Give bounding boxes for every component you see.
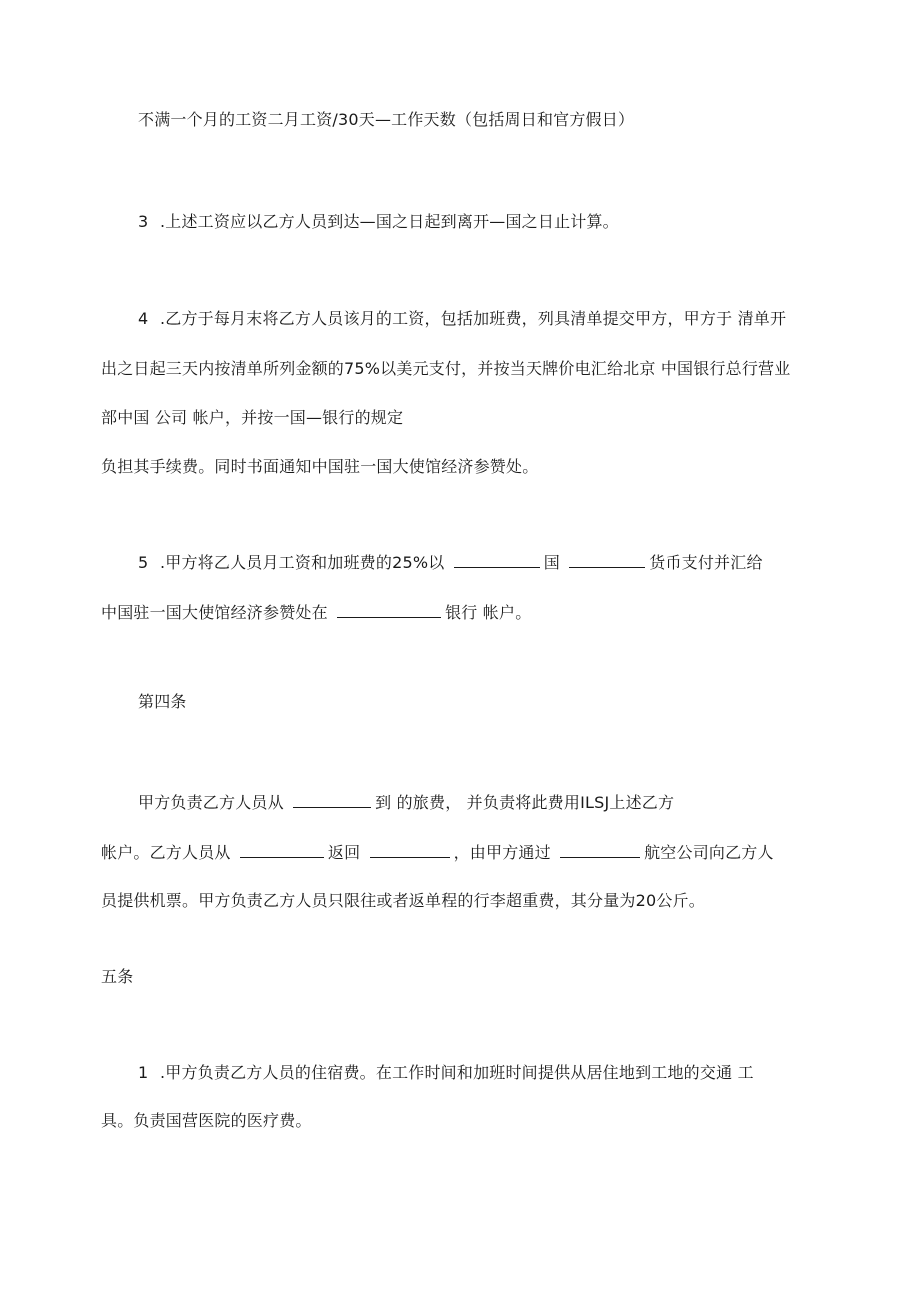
clause-text: 甲方负责乙方人员从 (138, 793, 284, 812)
article-4-line-1 (138, 793, 674, 813)
blank-field (240, 843, 324, 858)
blank-field (454, 553, 540, 568)
clause-number: 3 (138, 212, 149, 231)
article-5-heading (101, 967, 133, 987)
clause-text: 返回 (327, 843, 361, 862)
clause-3 (138, 212, 619, 232)
heading-text: 五条 (101, 967, 134, 986)
clause-4-line-3 (101, 408, 403, 428)
clause-text: 帐户。乙方人员从 (101, 843, 231, 862)
clause-text: .甲方将乙人员月工资和加班费的25%以 (160, 553, 445, 572)
blank-field (560, 843, 640, 858)
clause-4-line-2 (101, 359, 790, 379)
clause-text: 部中国 公司 帐户，并按一国—银行的规定 (101, 408, 404, 427)
text-line: 不满一个月的工资二月工资/30天—工作天数（包括周日和官方假日） (138, 110, 635, 129)
clause-text: 国 (543, 553, 560, 572)
clause-text: 航空公司向乙方人 (644, 843, 774, 862)
clause-text: 具。负责国营医院的医疗费。 (101, 1111, 312, 1130)
blank-field (569, 553, 645, 568)
heading-text: 第四条 (138, 692, 187, 711)
article-4-line-3 (101, 891, 705, 911)
clause-text: ，由甲方通过 (453, 843, 551, 862)
blank-field (293, 793, 371, 808)
clause-4-line-4 (101, 457, 538, 477)
article-5-clause-1-line-1 (138, 1063, 754, 1083)
clause-text: 员提供机票。甲方负责乙方人员只限往或者返单程的行李超重费，其分量为20公斤。 (101, 891, 705, 910)
clause-number: 5 (138, 553, 149, 572)
clause-5-line-1 (138, 553, 763, 573)
clause-4-line-1 (138, 309, 786, 329)
clause-text: 中国驻一国大使馆经济参赞处在 (101, 603, 328, 622)
article-4-line-2 (101, 843, 774, 863)
paragraph-partial-month-wage (138, 110, 634, 130)
article-4-heading (138, 692, 187, 712)
clause-text: .乙方于每月末将乙方人员该月的工资，包括加班费，列具清单提交甲方，甲方于 清单开 (160, 309, 787, 328)
clause-number: 4 (138, 309, 149, 328)
blank-field (337, 603, 441, 618)
clause-5-line-2 (101, 603, 531, 623)
clause-text: 到 的旅费， 并负责将此费用ILSJ上述乙方 (375, 793, 675, 812)
clause-number: 1 (138, 1063, 149, 1082)
clause-text: 负担其手续费。同时书面通知中国驻一国大使馆经济参赞处。 (101, 457, 539, 476)
clause-text: 出之日起三天内按清单所列金额的75%以美元支付，并按当天牌价电汇给北京 中国银行总行营业 (101, 359, 791, 378)
blank-field (370, 843, 450, 858)
clause-text: .上述工资应以乙方人员到达—国之日起到离开—国之日止计算。 (160, 212, 619, 231)
article-5-clause-1-line-2 (101, 1111, 312, 1131)
clause-text: 货币支付并汇给 (649, 553, 763, 572)
clause-text: 银行 帐户。 (445, 603, 532, 622)
clause-text: .甲方负责乙方人员的住宿费。在工作时间和加班时间提供从居住地到工地的交通 工 (160, 1063, 754, 1082)
